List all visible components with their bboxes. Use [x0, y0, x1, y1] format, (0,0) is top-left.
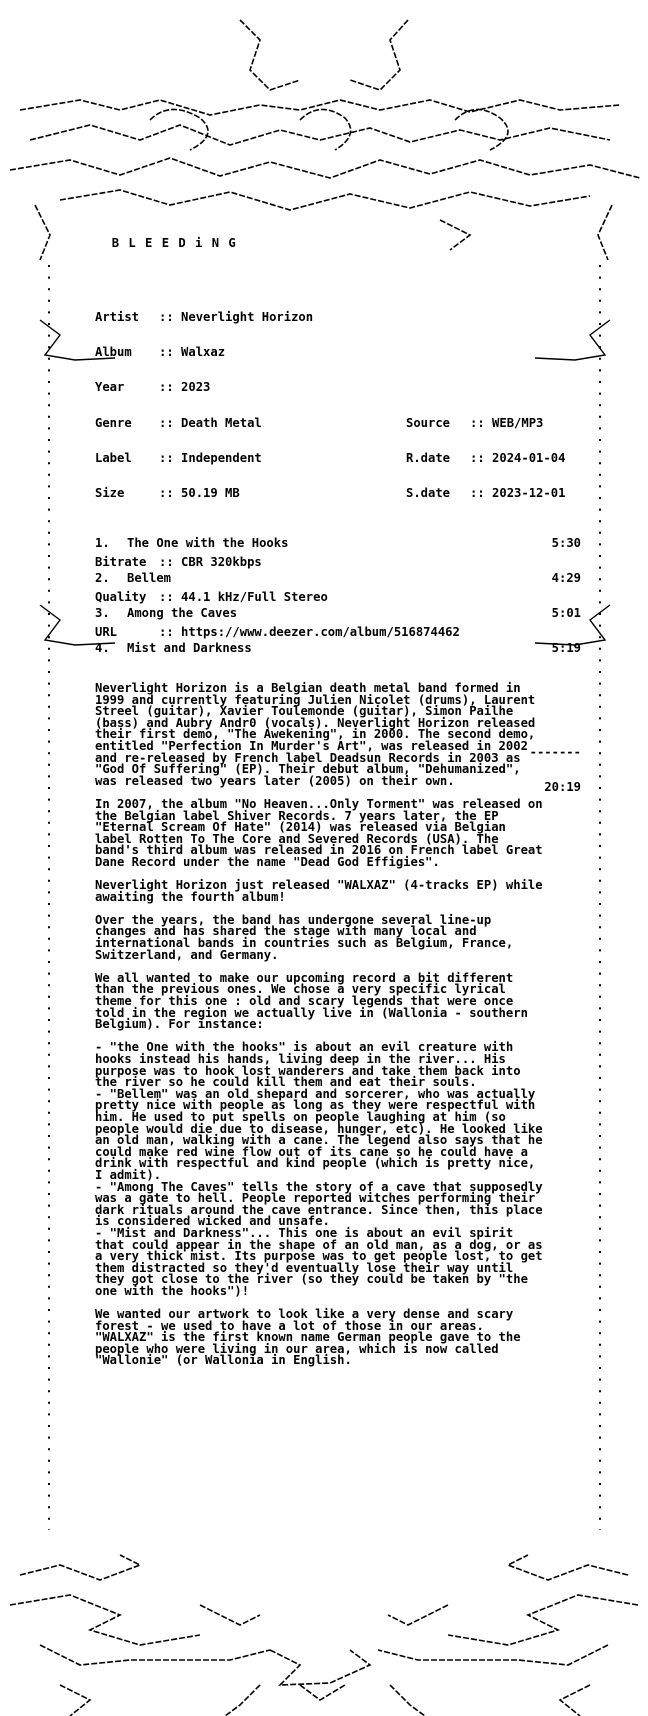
about-section [95, 683, 593, 1379]
source-row [406, 418, 565, 430]
separator: :: [470, 485, 485, 500]
rdate-value: 2024-01-04 [492, 450, 566, 465]
about-paragraph: Over the years, the band has undergone several line-up changes and has shared the stage with many local and international bands in countries such as Belgium, France, Switzerland, and Germany. [95, 912, 514, 962]
separator: :: [159, 624, 174, 639]
label-label: Label [95, 450, 132, 465]
url-value[interactable]: https://www.deezer.com/album/516874462 [181, 624, 460, 639]
track-time: 4:29 [551, 570, 581, 585]
artist-value: Neverlight Horizon [181, 310, 314, 325]
about-paragraph: We all wanted to make our upcoming record a bit different than the previous ones. We chose a very specific lyrical theme for this one : old and scary legends that were once told in the region we actually live in (Wallonia - southern Belgium). For instance: [95, 970, 528, 1032]
track-row [95, 640, 581, 655]
artist-label: Artist [95, 310, 140, 325]
release-block [95, 289, 313, 405]
genre-value: Death Metal [181, 416, 262, 431]
track-number: 4. [95, 640, 110, 655]
track-time: 5:30 [551, 536, 581, 551]
track-title: The One with the Hooks [127, 536, 289, 551]
separator: :: [159, 379, 174, 394]
sdate-row [406, 485, 566, 500]
rdate-label: R.date [406, 450, 451, 465]
about-paragraph: Neverlight Horizon is a Belgian death metal band formed in 1999 and currently featuring Julien Nicolet (drums), Laurent Streel (guitar), Xavier Toulemonde (guitar), Simon Pailhe (bass) and Aubry Andr0 (vocals). Neverlight Horizon released their first demo, "The Awekening", in 2000. The second demo, entitled "Perfection In Murder's Art", was released in 2002 and re-released by French label Deadsun Records in 2003 as "God Of Suffering" (EP). Their debut album, "Dehumanized", was released two years later (2005) on their own. [95, 681, 536, 788]
album-label: Album [95, 344, 132, 359]
track-number: 1. [95, 536, 110, 551]
track-title: Mist and Darkness [127, 640, 252, 655]
size-label: Size [95, 485, 125, 500]
track-title: Bellem [127, 570, 172, 585]
url-label: URL [95, 624, 118, 639]
source-label: Source [406, 416, 451, 431]
genre-label: Genre [95, 416, 132, 431]
year-value: 2023 [181, 379, 211, 394]
album-row [95, 344, 313, 359]
sdate-value: 2023-12-01 [492, 485, 566, 500]
separator: :: [159, 450, 174, 465]
rdate-row [406, 450, 566, 465]
track-row [95, 538, 581, 550]
separator: :: [159, 344, 174, 359]
group-name [95, 226, 237, 249]
track-time: 5:01 [551, 605, 581, 620]
album-value: Walxaz [181, 344, 226, 359]
about-paragraph: In 2007, the album "No Heaven...Only Torment" was released on the Belgian label Shiver Records. 7 years later, the EP "Eternal Scream Of Hate" (2014) was released via Belgian label Rotten To The Core and Severed Records (USA). The band's third album was released in 2016 on French label Great Dane Record under the name "Dead God Effigies". [95, 796, 543, 869]
year-row [95, 379, 313, 394]
separator: :: [159, 555, 174, 570]
total-rule: ------- [529, 744, 581, 759]
source-value: WEB/MP3 [492, 416, 544, 431]
header-ascii-logo [0, 0, 648, 260]
separator: :: [159, 590, 174, 605]
about-paragraph: - "the One with the hooks" is about an evil creature with hooks instead his hands, living deep in the river... His purpose was to hook lost wanderers and take them back into the river so he could kill them and eat their souls. - "Bellem" was an old shepard and sorcerer, who was actually pretty nice with people as long as they were respectful with him. He used to put spells on people laughing at him (so people would die due to disease, hunger, etc). He looked like an old man, walking with a cane. The legend also says that he could make red wine flow out of its cane so he could have a drink with respectful and kind people (which is pretty nice, I admit). - "Among The Caves" tells the story of a cave that supposedly was a gate to hell. People reported witches performing their dark rituals around the cave entrance. Since then, this place is considered wicked and unsafe. - "Mist and Darkness"... This one is about an evil spirit that could appear in the shape of an old man, as a dog, or as a very thick mist. Its purpose was to get people lost, to get them distracted so they'd eventually lose their way until they got close to the river (so they could be taken by "the one with the hooks")! [95, 1040, 543, 1298]
artist-row [95, 312, 313, 324]
track-title: Among the Caves [127, 605, 238, 620]
track-row [95, 570, 581, 585]
quality-value: 44.1 kHz/Full Stereo [181, 590, 328, 605]
bitrate-value: CBR 320kbps [181, 555, 262, 570]
size-value: 50.19 MB [181, 485, 240, 500]
total-time: 20:19 [544, 779, 581, 794]
separator: :: [470, 450, 485, 465]
about-paragraph: Neverlight Horizon just released "WALXAZ" (4-tracks EP) while awaiting the fourth album! [95, 878, 543, 904]
year-label: Year [95, 379, 125, 394]
sdate-label: S.date [406, 485, 451, 500]
separator: :: [159, 485, 174, 500]
group-name-text: B L E E D i N G [111, 235, 237, 250]
about-paragraph: We wanted our artwork to look like a very dense and scary forest - we used to have a lot of those in our areas. "WALXAZ" is the first known name German people gave to the people who were living in our area, which is now called "Wallonie" (or Wallonia in English. [95, 1307, 521, 1368]
track-row [95, 605, 581, 620]
track-time: 5:19 [551, 640, 581, 655]
separator: :: [159, 416, 174, 431]
footer-ascii-art [0, 1535, 648, 1716]
quality-label: Quality [95, 590, 147, 605]
label-value: Independent [181, 450, 262, 465]
track-number: 3. [95, 605, 110, 620]
bitrate-label: Bitrate [95, 555, 147, 570]
track-number: 2. [95, 570, 110, 585]
separator: :: [159, 310, 174, 325]
separator: :: [470, 416, 485, 431]
info-block-right [406, 395, 565, 511]
